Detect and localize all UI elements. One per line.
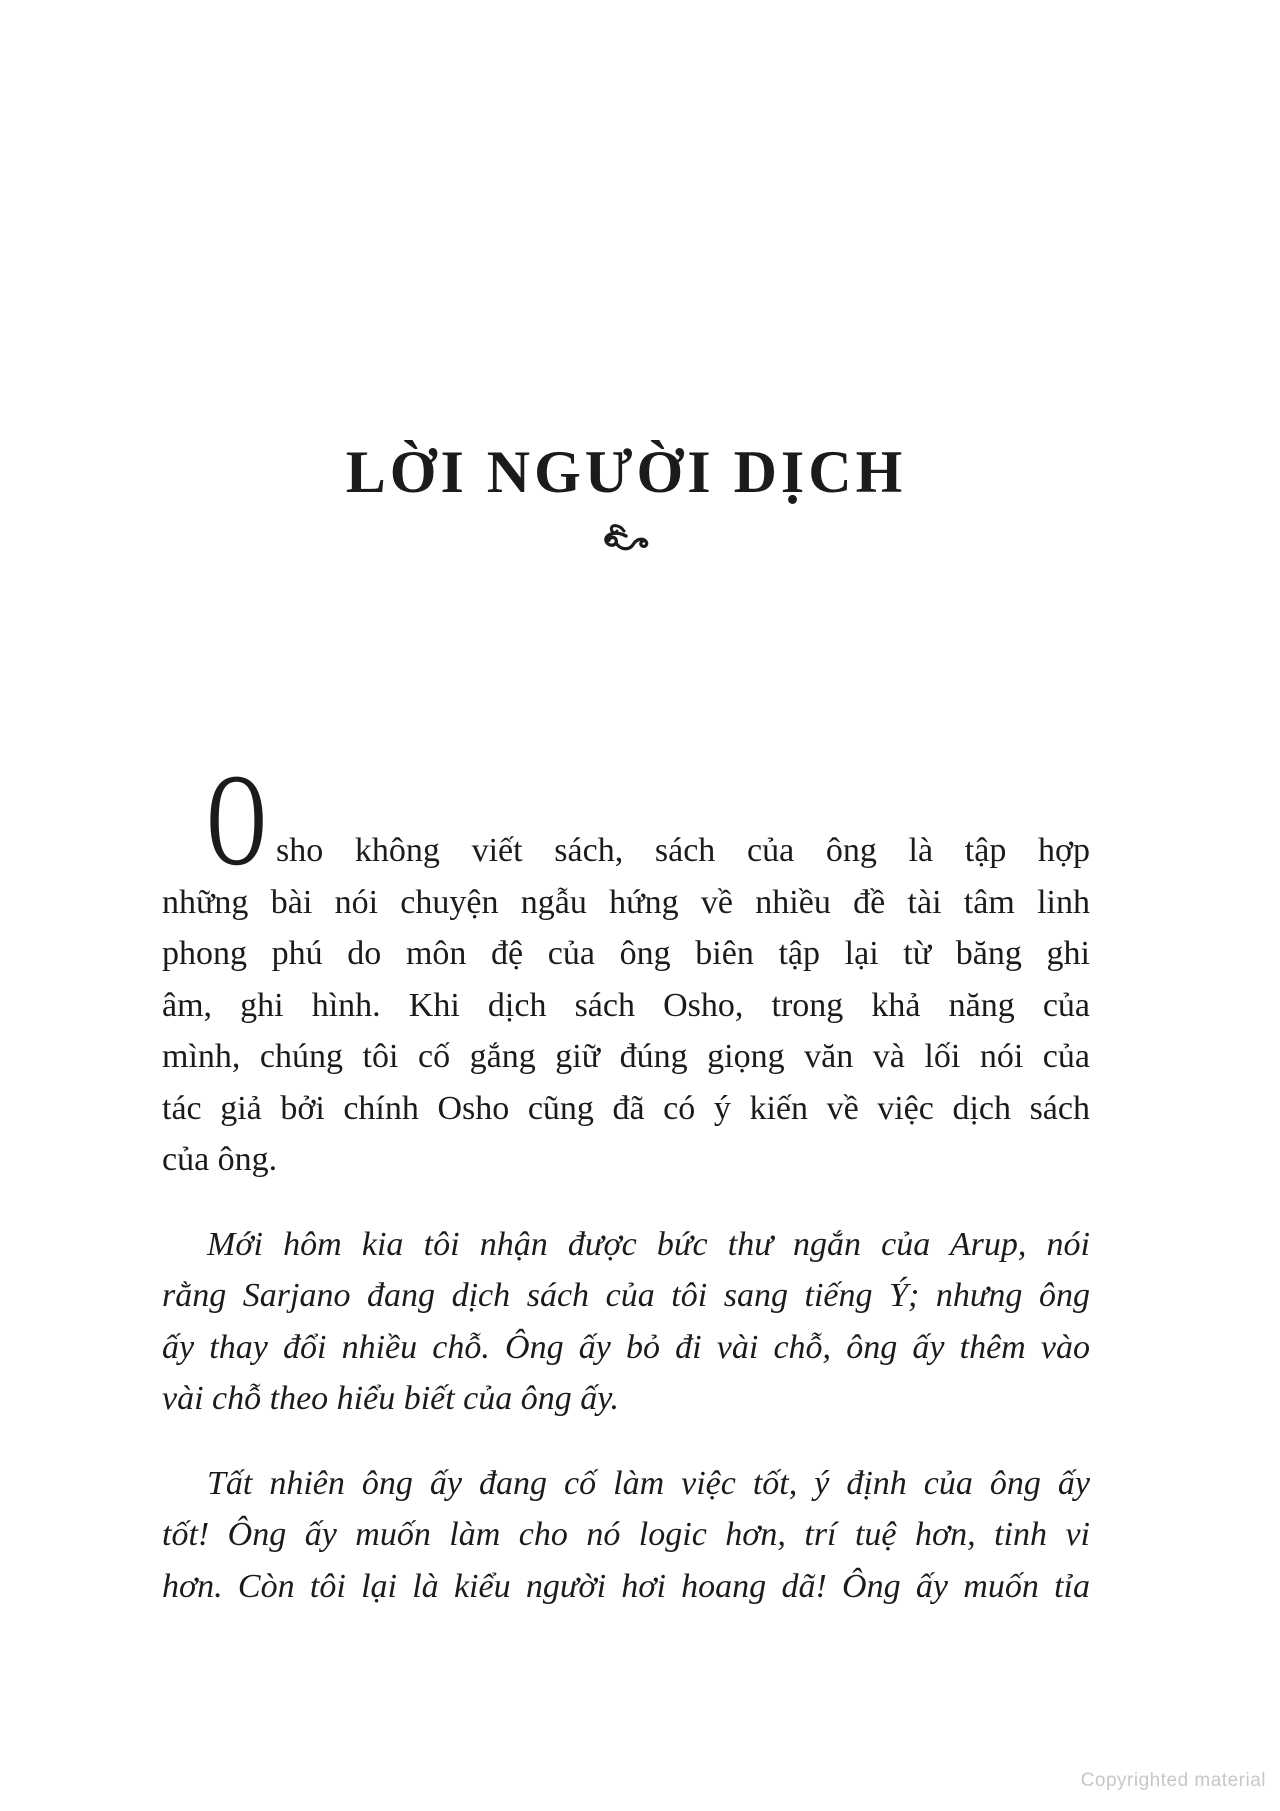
text-line: phong phú do môn đệ của ông biên tập lại từ băng ghi — [162, 935, 1090, 972]
text-line: tốt! Ông ấy muốn làm cho nó logic hơn, trí tuệ hơn, tinh vi — [162, 1516, 1090, 1553]
text-line: vài chỗ theo hiểu biết của ông ấy. — [162, 1380, 619, 1417]
paragraph — [162, 746, 1090, 1186]
text-line: mình, chúng tôi cố gắng giữ đúng giọng văn và lối nói của — [162, 1038, 1090, 1075]
text-line: âm, ghi hình. Khi dịch sách Osho, trong khả năng của — [162, 986, 1090, 1024]
text-line: rằng Sarjano đang dịch sách của tôi sang tiếng Ý; nhưng ông — [162, 1277, 1090, 1314]
text-line: những bài nói chuyện ngẫu hứng về nhiều đề tài tâm linh — [162, 883, 1090, 921]
copyright-watermark: Copyrighted material — [1080, 1770, 1266, 1791]
paragraph — [162, 1219, 1090, 1425]
text-line: ấy thay đổi nhiều chỗ. Ông ấy bỏ đi vài chỗ, ông ấy thêm vào — [162, 1328, 1090, 1366]
body-text — [162, 746, 1090, 1612]
text-line: Mới hôm kia tôi nhận được bức thư ngắn của Arup, nói — [207, 1225, 1090, 1263]
paragraph — [162, 1458, 1090, 1613]
page-title: LỜI NGƯỜI DỊCH — [345, 439, 907, 505]
text-line: của ông. — [162, 1141, 278, 1178]
text-line: O sho không viết sách, sách của ông là tập hợp — [207, 746, 1090, 893]
drop-cap: O — [207, 746, 267, 893]
text-line: hơn. Còn tôi lại là kiểu người hơi hoang dã! Ông ấy muốn tỉa — [162, 1567, 1090, 1605]
text-line: Tất nhiên ông ấy đang cố làm việc tốt, ý định của ông ấy — [207, 1464, 1090, 1502]
text-line: tác giả bởi chính Osho cũng đã có ý kiến về việc dịch sách — [162, 1089, 1090, 1127]
fleuron-ornament-icon — [162, 522, 1090, 566]
